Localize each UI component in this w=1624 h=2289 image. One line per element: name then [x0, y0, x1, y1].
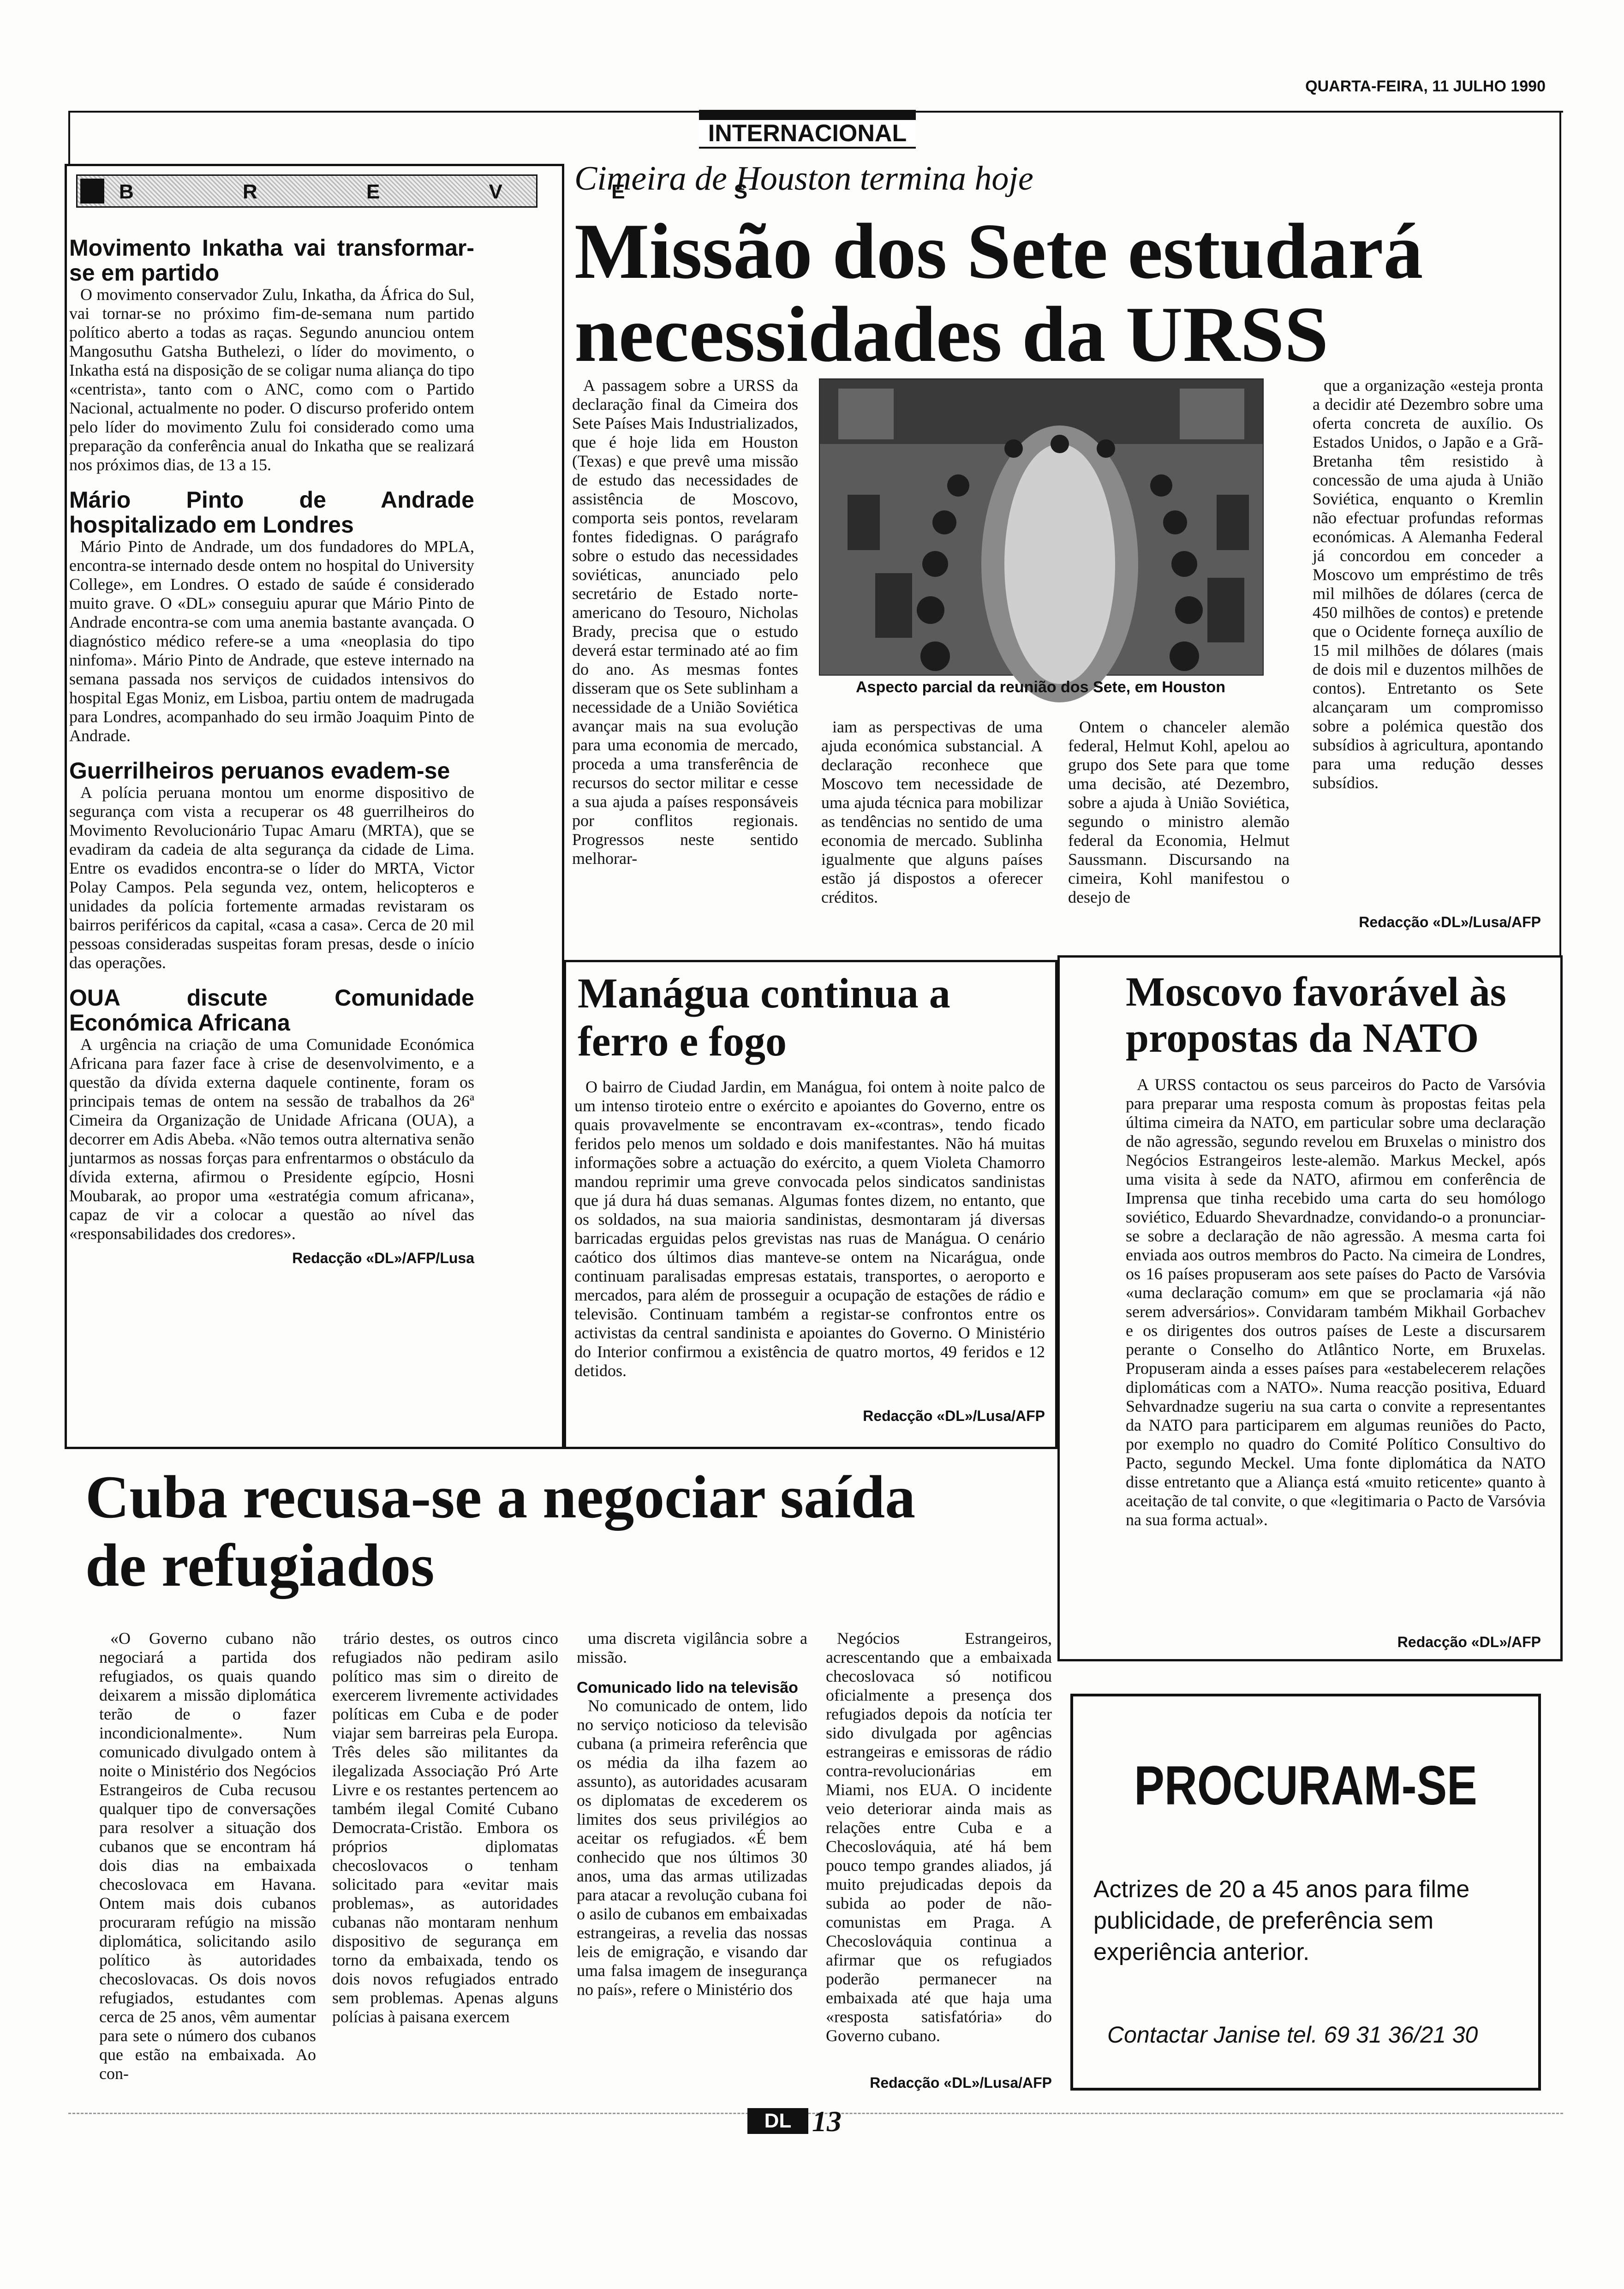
moscovo-body: A URSS contactou os seus parceiros do Pacto de Varsóvia para preparar uma resposta comum às propostas feitas pela última cimeira da NATO, em particular sobre uma declaração de não agressão, segundo revelou em Bruxelas o ministro dos Negócios Estrangeiros leste-alemão. Markus Meckel, após uma visita à sede da NATO, afirmou em conferência de Imprensa que tinha recebido uma carta do seu homólogo soviético, Eduardo Shevardnadze, convidando-o a pronunciar-se sobre a declaração de não agressão. A mesma carta foi enviada aos outros membros do Pacto. Na cimeira de Londres, os 16 países propuseram aos sete países do Pacto de Varsóvia «uma declaração comum» em que se proclamaria «já não serem adversários». Convidaram também Mikhail Gorbachev e os dirigentes dos outros países de Leste a discursarem perante o Conselho do Atlântico Norte, em Bruxelas. Propuseram ainda a esses países para «estabelecerem relações diplomáticas com a NATO». Numa reacção positiva, Eduard Sehvardnadze sugeriu na sua carta o convite a representantes da NATO para participarem em algumas reuniões do Pacto, por exemplo no quadro do Comité Político Consultivo do Pacto, segundo Meckel. Uma fonte diplomática da NATO disse entretanto que a Aliança está «muito reticente» quanto à aceitação de tal convite, o que «legitimaria o Pacto de Varsóvia na sua forma actual». [1126, 1075, 1546, 1529]
breve-body-3: A polícia peruana montou um enorme dispositivo de segurança com vista a recuperar os 48 guerrilheiros do Movimento Revolucionário Tupac Amaru (MRTA), que se evadiram da cadeia de alta segurança da cidade de Lima. Entre os evadidos encontra-se o líder do MRTA, Victor Polay Campos. Pela segunda vez, ontem, helicopteros e unidades da polícia fortemente armadas revistaram os bairros periféricos da capital, «casa a casa». Cerca de 20 mil pessoas consideradas suspeitas foram presas, desde o início das operações. [69, 783, 474, 972]
moscovo-credit: Redacção «DL»/AFP [1397, 1634, 1541, 1650]
breves-label: B R E V E S [119, 180, 800, 203]
houston-photo [819, 378, 1264, 676]
cuba-col1-text: «O Governo cubano não negociará a partida dos refugiados, os quais quando deixarem a missão diplomática terão de o fazer incondicionalmente». Num comunicado divulgado ontem à noite o Ministério dos Negócios Estrangeiros de Cuba recusou qualquer tipo de conversações para resolver a situação dos cubanos que se encontram há dois dias na embaixada checoslovaca em Havana. Ontem mais dois cubanos procuraram refúgio na missão diplomática, solicitando asilo político às autoridades checoslovacas. Os dois novos refugiados, estudantes com cerca de 25 anos, vêm aumentar para sete o número dos cubanos que estão na embaixada. Ao con- [99, 1629, 316, 2083]
ad-contact: Contactar Janise tel. 69 31 36/21 30 [1107, 2022, 1478, 2048]
houston-col3 [1068, 718, 1290, 935]
header-rule-right-vert [1559, 111, 1561, 955]
footer-logo [747, 2108, 808, 2134]
section-label [699, 110, 916, 149]
cuba-col2-text: trário destes, os outros cinco refugiados não pediram asilo político mas sim o direito de exercerem livremente actividades políticas em Cuba e de poder viajar sem barreiras pela Europa. Três deles são militantes da ilegalizada Associação Pró Arte Livre e os restantes pertencem ao também ilegal Comité Cubano Democrata-Cristão. Embora os próprios diplomatas checoslovacos o tenham solicitado para «evitar mais problemas», as autoridades cubanas não montaram nenhum dispositivo de segurança em torno da embaixada, tendo os dois novos refugiados entrado sem problemas. Apenas alguns polícias à paisana exercem [332, 1629, 558, 2026]
ad-body: Actrizes de 20 a 45 anos para filme publicidade, de preferência sem experiência anterior. [1093, 1876, 1470, 1965]
breve-body-4: A urgência na criação de uma Comunidade Económica Africana para fazer face à crise de desenvolvimento, e a questão da dívida externa daquele continente, foram os principais temas de ontem na sessão de trabalhos da 26ª Cimeira da Organização de Unidade Africana (OUA), a decorrer em Adis Abeba. «Não temos outra alternativa senão juntarmos as nossas forças para enfrentarmos o obstáculo da dívida externa, afirmou o Presidente egípcio, Hosni Moubarak, ao propor uma «estratégia comum africana», capaz de vir a colocar a questão ao nível das «responsabilidades dos credores». [69, 1035, 474, 1243]
breve-title-3: Guerrilheiros peruanos evadem-se [69, 758, 450, 784]
cuba-col4-text: Negócios Estrangeiros, acrescentando que a embaixada checoslovaca só notificou oficialmente a presença dos refugiados depois da notícia ter sido divulgada por agências estrangeiras e emissoras de rádio contra-revolucionárias em Miami, nos EUA. O incidente veio deteriorar ainda mais as relações entre Cuba e a Checoslováquia, até há bem pouco tempo grandes aliados, já muito prejudicadas depois da subida ao poder de não-comunistas em Praga. A Checoslováquia continua a afirmar que os refugiados poderão permanecer na embaixada até que haja uma «resposta satisfatória» do Governo cubano. [826, 1629, 1052, 2045]
header-rule-left-vert [68, 111, 70, 166]
managua-body: O bairro de Ciudad Jardin, em Manágua, foi ontem à noite palco de um intenso tiroteio entre o exército e apoiantes do Governo, entre os quais provavelmente se encontravam ex-«contras», tendo ficado feridos pelo menos um soldado e dois manifestantes. Não há muitas informações sobre a actuação do exército, a quem Violeta Chamorro mandou reprimir uma greve convocada pelos sindicatos sandinistas que já dura há duas semanas. Algumas fontes dizem, no entanto, que os soldados, na sua maioria sandinistas, desmontaram já diversas barricadas erguidas pelos grevistas nas ruas de Manágua. O cenário caótico dos últimos dias manteve-se ontem na Nicarágua, onde continuam paralisadas empresas estatais, transportes, o aeroporto e mercados, para além de prosseguir a ocupação de estações de rádio e televisão. Continuam também a registar-se confrontos entre os activistas da central sandinista e apoiantes do Governo. O Ministério do Interior confirmou a existência de quatro mortos, 49 feridos e 12 detidos. [574, 1078, 1045, 1380]
cuba-col2 [332, 1629, 558, 2091]
breve-body-2: Mário Pinto de Andrade, um dos fundadores do MPLA, encontra-se internado desde ontem no hospital do University College», em Londres. O estado de saúde é considerado muito grave. O «DL» conseguiu apurar que Mário Pinto de Andrade encontra-se com uma anemia bastante avançada. O diagnóstico médico refere-se a uma «neoplasia do tipo ninfoma». Mário Pinto de Andrade, que esteve internado na semana passada nos serviços de cuidados intensivos do hospital Egas Moniz, em Lisboa, partiu ontem de madrugada para Londres, acompanhado do seu irmão Joaquim Pinto de Andrade. [69, 537, 474, 745]
managua-column [574, 1078, 1045, 1401]
cuba-credit: Redacção «DL»/Lusa/AFP [870, 2074, 1052, 2091]
cuba-col1 [99, 1629, 316, 2091]
ad-title: PROCURAM-SE [1134, 1755, 1477, 1816]
houston-col1-text: A passagem sobre a URSS da declaração final da Cimeira dos Sete Países Mais Industrializados, que é hoje lida em Houston (Texas) e que prevê uma missão de estudo das necessidades de assistência de Moscovo, comporta seis pontos, revelaram fontes fidedignas. O parágrafo sobre o estudo das necessidades soviéticas, anunciado pelo secretário de Estado norte-americano do Tesouro, Nicholas Brady, precisa que o estudo deverá estar terminado até ao fim do ano. As mesmas fontes disseram que os Sete sublinham a necessidade de a União Soviética avançar mais na sua evolução para uma economia de mercado, proceda a uma transferência de recursos do sector militar e cesse a sua ajuda a países responsáveis por conflitos regionais. Progressos neste sentido melhorar- [572, 376, 798, 868]
breves-square-icon [80, 179, 104, 204]
moscovo-headline: Moscovo favorável às propostas da NATO [1126, 969, 1506, 1061]
page-number: 13 [812, 2105, 842, 2138]
breves-banner [76, 174, 800, 208]
houston-col3-text: Ontem o chanceler alemão federal, Helmut Kohl, apelou ao grupo dos Sete para que tome uma decisão, até Dezembro, sobre a ajuda à União Soviética, segundo o ministro alemão federal da Economia, Helmut Saussmann. Discursando na cimeira, Kohl manifestou o desejo de [1068, 718, 1290, 906]
houston-col1 [572, 376, 798, 944]
houston-headline: Missão dos Sete estudará necessidades da URSS [574, 208, 1423, 378]
managua-credit: Redacção «DL»/Lusa/AFP [863, 1408, 1045, 1424]
breves-column [69, 235, 474, 1431]
breve-title-1: Movimento Inkatha vai transformar-se em partido [69, 235, 474, 286]
page-date: QUARTA-FEIRA, 11 JULHO 1990 [1305, 78, 1546, 95]
houston-col2 [821, 718, 1043, 935]
houston-col2-text: iam as perspectivas de uma ajuda económica substancial. A declaração reconhece que Moscovo tem necessidade de uma ajuda técnica para mobilizar as tendências no sentido de uma economia de mercado. Sublinha igualmente que alguns países estão já dispostos a oferecer créditos. [821, 718, 1043, 906]
houston-credit: Redacção «DL»/Lusa/AFP [1359, 914, 1541, 930]
breve-body-1: O movimento conservador Zulu, Inkatha, da África do Sul, vai tornar-se no próximo fim-de-semana num partido político aberto a todas as raças. Segundo anunciou ontem Mangosuthu Gatsha Buthelezi, o líder do movimento, o Inkatha está na disposição de se coligar numa aliança do tipo «centrista», tanto com o ANC, como com o Partido Nacional, actualmente no poder. O discurso proferido ontem pelo líder do movimento Zulu foi considerado como uma preparação da conferência anual do Inkatha que se realizará nos próximos dias, de 13 a 15. [69, 285, 474, 474]
moscovo-column [1126, 1075, 1546, 1634]
summit-table-photo [820, 379, 1263, 675]
cuba-headline: Cuba recusa-se a negociar saída de refugiados [85, 1463, 916, 1599]
cuba-subhead: Comunicado lido na televisão [577, 1679, 798, 1696]
managua-headline: Manágua continua a ferro e fogo [578, 970, 950, 1065]
houston-caption: Aspecto parcial da reunião dos Sete, em Houston [856, 678, 1226, 696]
footer-logo-text: DL [764, 2109, 792, 2132]
houston-col4 [1313, 376, 1543, 925]
cuba-col3 [577, 1629, 807, 2091]
section-label-text: INTERNACIONAL [708, 120, 907, 147]
breve-title-2: Mário Pinto de Andrade hospitalizado em Londres [69, 487, 474, 538]
cuba-col4 [826, 1629, 1052, 2072]
breves-credit: Redacção «DL»/AFP/Lusa [292, 1250, 474, 1266]
houston-col4-text: que a organização «esteja pronta a decidir até Dezembro sobre uma oferta concreta de auxílio. Os Estados Unidos, o Japão e a Grã-Bretanha têm resistido à concessão de uma ajuda à União Soviética, enquanto o Kremlin não efectuar profundas reformas económicas. A Alemanha Federal já concordou em conceder a Moscovo um empréstimo de três mil milhões de dólares (cerca de 450 milhões de contos) e pretende que o Ocidente forneça auxílio de 15 mil milhões de dólares (mais de dois mil e duzentos milhões de contos). Entretanto os Sete alcançaram um compromisso sobre a polémica questão dos subsídios à agricultura, apontando para uma redução desses subsídios. [1313, 376, 1543, 792]
breve-title-4: OUA discute Comunidade Económica Africana [69, 985, 474, 1036]
cuba-col3a-text: uma discreta vigilância sobre a missão. [577, 1629, 807, 1666]
houston-kicker: Cimeira de Houston termina hoje [574, 160, 1033, 198]
cuba-col3b-text: No comunicado de ontem, lido no serviço noticioso da televisão cubana (a primeira referência que os média da ilha fazem ao assunto), as autoridades acusaram os diplomatas de excederem os limites dos seus privilégios ao aceitar os refugiados. «É bem conhecido que nos últimos 30 anos, uma das armas utilizadas para atacar a revolução cubana foi o asilo de cubanos em embaixadas estrangeiras, a revelia das nossas leis de emigração, e visando dar uma falsa imagem de insegurança no país», refere o Ministério dos [577, 1696, 807, 1999]
